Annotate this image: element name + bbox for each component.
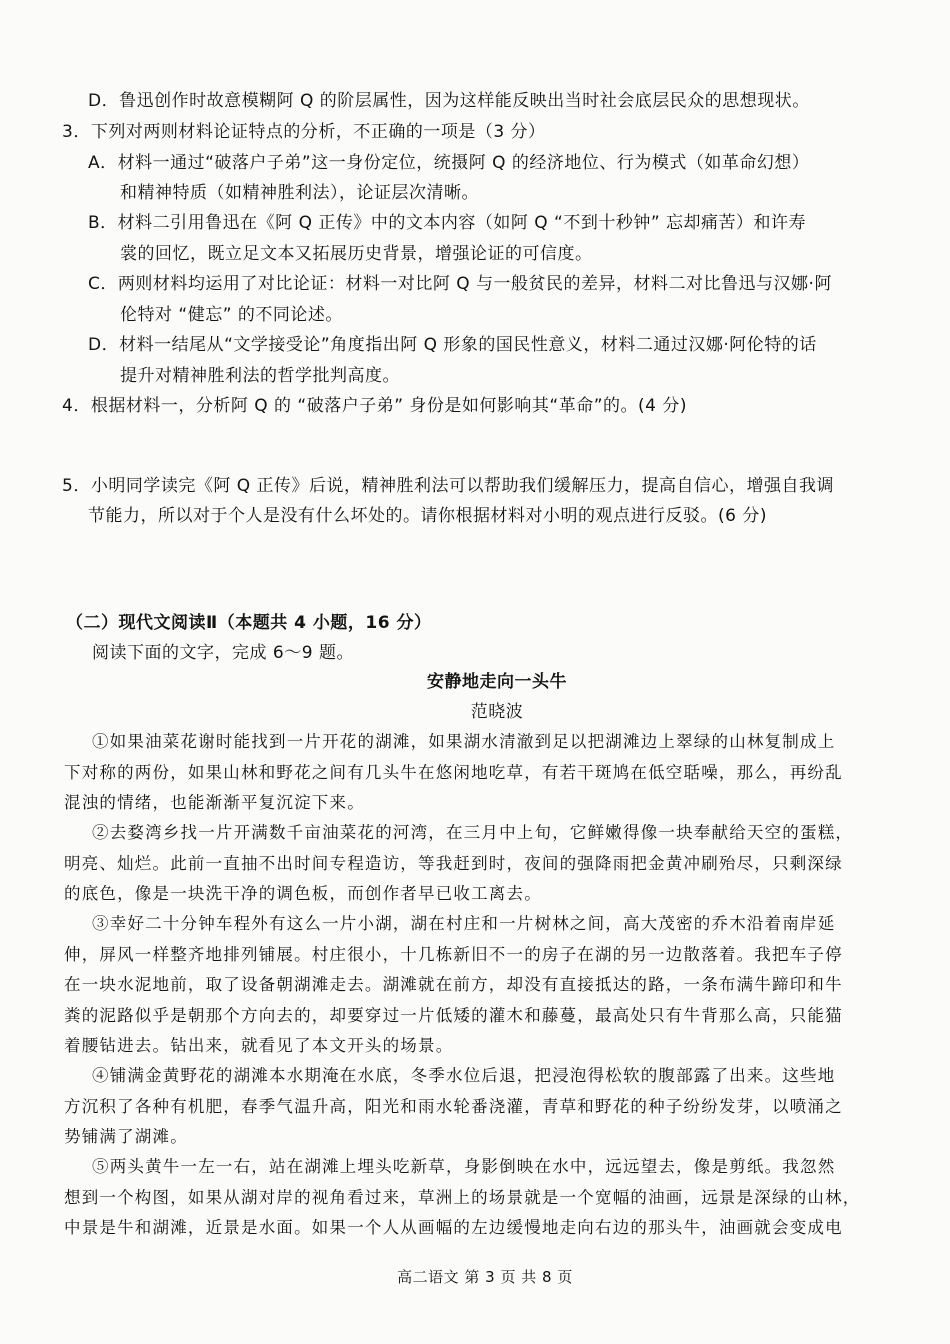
section-instruction: 阅读下面的文字，完成 6～9 题。 [92, 643, 354, 663]
paragraph-4-line: 势铺满了湖滩。 [64, 1127, 188, 1146]
paragraph-1: ①如果油菜花谢时能找到一片开花的湖滩，如果湖水清澈到足以把湖滩边上翠绿的山林复制成上 [92, 732, 836, 751]
section-heading: （二）现代文阅读Ⅱ（本题共 4 小题，16 分） [66, 613, 432, 633]
paragraph-2-line: 的底色，像是一块洗干净的调色板，而创作者早已收工离去。 [64, 884, 542, 903]
essay-author: 范晓波 [470, 702, 524, 722]
question-3-stem: 3．下列对两则材料论证特点的分析，不正确的一项是（3 分） [62, 122, 546, 142]
question-5-cont: 节能力，所以对于个人是没有什么坏处的。请你根据材料对小明的观点进行反驳。(6 分) [88, 506, 767, 526]
essay-title: 安静地走向一头牛 [427, 672, 567, 692]
paragraph-3-line: 粪的泥路似乎是朝那个方向去的，却要穿过一片低矮的灌木和藤蔓，最高处只有牛背那么高，只能猫 [64, 1006, 843, 1025]
q3-option-d-cont: 提升对精神胜利法的哲学批判高度。 [120, 366, 400, 386]
paragraph-3: ③幸好二十分钟车程外有这么一片小湖，湖在村庄和一片树林之间，高大茂密的乔木沿着南岸延 [92, 914, 836, 933]
paragraph-5: ⑤两头黄牛一左一右，站在湖滩上埋头吃新草，身影倒映在水中，远远望去，像是剪纸。我忽然 [92, 1157, 836, 1176]
q3-option-c: C．两则材料均运用了对比论证：材料一对比阿 Q 与一般贫民的差异，材料二对比鲁迅与汉娜·阿 [88, 274, 832, 294]
paragraph-2-line: 明亮、灿烂。此前一直抽不出时间专程造访，等我赶到时，夜间的强降雨把金黄冲刷殆尽，只剩深绿 [64, 854, 843, 873]
q3-option-c-cont: 伦特对 “健忘” 的不同论述。 [120, 305, 343, 325]
q3-option-d: D．材料一结尾从“文学接受论”角度指出阿 Q 形象的国民性意义，材料二通过汉娜·阿伦特的话 [88, 335, 817, 355]
paragraph-3-line: 着腰钻进去。钻出来，就看见了本文开头的场景。 [64, 1036, 454, 1055]
q2-option-d: D．鲁迅创作时故意模糊阿 Q 的阶层属性，因为这样能反映出当时社会底层民众的思想现状。 [88, 91, 810, 111]
paragraph-4: ④铺满金黄野花的湖滩本水期淹在水底，冬季水位后退，把浸泡得松软的腹部露了出来。这些地 [92, 1066, 836, 1085]
paragraph-3-line: 伸，屏风一样整齐地排列铺展。村庄很小，十几栋新旧不一的房子在湖的另一边散落着。我把车子停 [64, 945, 843, 964]
q3-option-b-cont: 裳的回忆，既立足文本又拓展历史背景，增强论证的可信度。 [120, 244, 593, 264]
q3-option-b: B．材料二引用鲁迅在《阿 Q 正传》中的文本内容（如阿 Q “不到十秒钟” 忘却痛苦）和许寿 [88, 213, 807, 233]
paragraph-1-line: 下对称的两份，如果山林和野花之间有几头牛在悠闲地吃草，有若干斑鸠在低空聒噪，那么，再纷乱 [64, 763, 843, 782]
paragraph-2: ②去婺湾乡找一片开满数千亩油菜花的河湾，在三月中上旬，它鲜嫩得像一块奉献给天空的蛋糕， [92, 823, 854, 842]
paragraph-5-line: 想到一个构图，如果从湖对岸的视角看过来，草洲上的场景就是一个宽幅的油画，远景是深绿的山林， [64, 1188, 861, 1207]
q3-option-a: A．材料一通过“破落户子弟”这一身份定位，统摄阿 Q 的经济地位、行为模式（如革命幻想） [88, 153, 810, 173]
paragraph-1-line: 混浊的情绪，也能渐渐平复沉淀下来。 [64, 793, 365, 812]
paragraph-4-line: 方沉积了各种有机肥，春季气温升高，阳光和雨水轮番浇灌，青草和野花的种子纷纷发芽，以喷涌之 [64, 1097, 843, 1116]
question-5: 5．小明同学读完《阿 Q 正传》后说，精神胜利法可以帮助我们缓解压力，提高自信心，增强自我调 [62, 476, 835, 496]
paragraph-5-line: 中景是牛和湖滩，近景是水面。如果一个人从画幅的左边缓慢地走向右边的那头牛，油画就会变成电 [64, 1218, 843, 1237]
page-footer: 高二语文 第 3 页 共 8 页 [397, 1268, 573, 1286]
paragraph-3-line: 在一块水泥地前，取了设备朝湖滩走去。湖滩就在前方，却没有直接抵达的路，一条布满牛蹄印和牛 [64, 975, 843, 994]
question-4: 4．根据材料一，分析阿 Q 的 “破落户子弟” 身份是如何影响其“革命”的。(4 分) [62, 396, 688, 416]
q3-option-a-cont: 和精神特质（如精神胜利法），论证层次清晰。 [120, 183, 479, 203]
